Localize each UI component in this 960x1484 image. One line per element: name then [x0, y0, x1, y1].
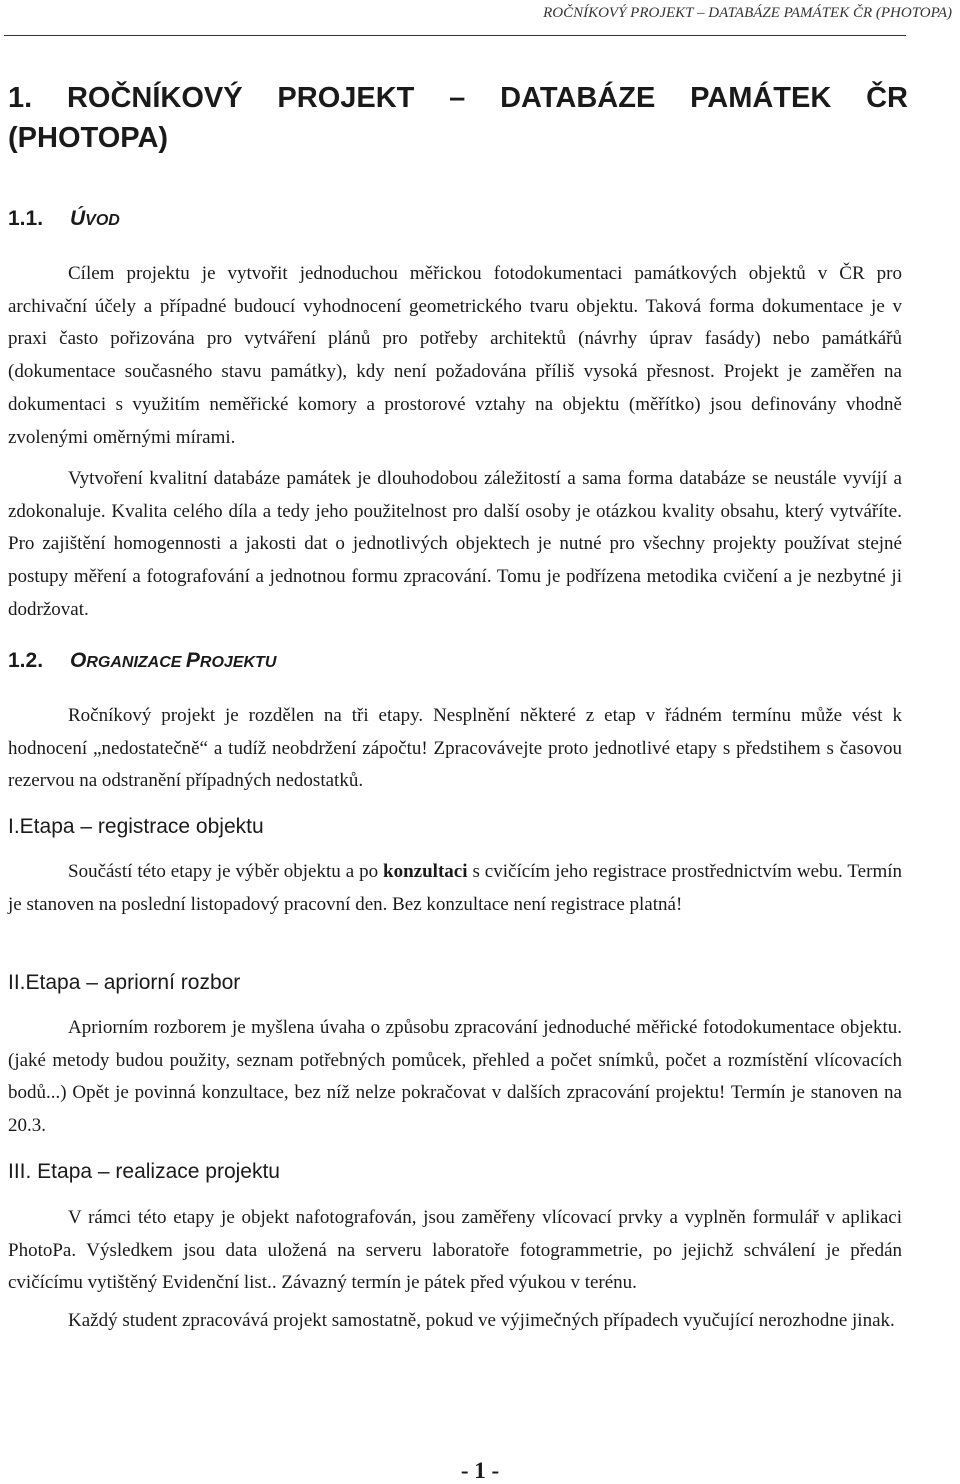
section-number: 1.1.	[8, 207, 44, 230]
bold-term: konzultaci	[383, 861, 468, 882]
chapter-title: 1. ROČNÍKOVÝ PROJEKT – DATABÁZE PAMÁTEK ČR (PHOTOPA)	[8, 82, 908, 154]
stage-3-heading: III. Etapa – realizace projektu	[8, 1160, 280, 1183]
paragraph-stage-3-note: Každý student zpracovává projekt samostatně, pokud ve výjimečných případech vyučující nerozhodne jinak.	[68, 1310, 895, 1331]
header-divider	[4, 35, 906, 36]
paragraph-uvod-1: Cílem projektu je vytvořit jednoduchou měřickou fotodokumentaci památkových objektů v ČR pro archivační účely a případné budoucí vyhodnocení geometrického tvaru objektu. Taková forma dokumentace je v praxi často pořizována pro vytváření plánů pro potřeby architektů (návrhy úprav fasády) nebo památkářů (dokumentace současného stavu památky), kdy není požadována příliš vysoká přesnost. Projekt je zaměřen na dokumentaci s využitím neměřické komory a prostorové vztahy na objektu (měřítko) jsou definovány vhodně zvolenými oměrnými mírami.	[8, 263, 902, 448]
paragraph-stage-1: Součástí této etapy je výběr objektu a po konzultaci s cvičícím jeho registrace prostřednictvím webu. Termín je stanoven na poslední listopadový pracovní den. Bez konzultace není registrace platná!	[8, 861, 902, 915]
paragraph-stage-3: V rámci této etapy je objekt nafotografován, jsou zaměřeny vlícovací prvky a vyplněn formulář v aplikaci PhotoPa. Výsledkem jsou data uložená na serveru laboratoře fotogrammetrie, po jejichž schválení je předán cvičícímu vytištěný Evidenční list.. Závazný termín je pátek před výukou v terénu.	[8, 1207, 902, 1294]
paragraph-uvod-2: Vytvoření kvalitní databáze památek je dlouhodobou záležitostí a sama forma databáze se neustále vyvíjí a zdokonaluje. Kvalita celého díla a tedy jeho použitelnost pro další osoby je otázkou kvality obsahu, který vytváříte. Pro zajištění homogennosti a jakosti dat o jednotlivých objektech je nutné pro všechny projekty používat stejné postupy měření a fotografování a jednotnou formu zpracování. Tomu je podřízena metodika cvičení a je nezbytné ji dodržovat.	[8, 468, 902, 620]
paragraph-stage-2: Apriorním rozborem je myšlena úvaha o způsobu zpracování jednoduché měřické fotodokumentace objektu. (jaké metody budou použity, seznam potřebných pomůcek, přehled a počet snímků, počet a rozmístění vlícovacích bodů...) Opět je povinná konzultace, bez níž nelze pokračovat v dalších zpracování projektu! Termín je stanoven na 20.3.	[8, 1017, 902, 1137]
page-number: - 1 -	[460, 1458, 500, 1483]
stage-2-heading: II.Etapa – apriorní rozbor	[8, 971, 241, 994]
section-heading-uvod: 1.1. ÚVOD	[8, 207, 120, 230]
running-header: ROČNÍKOVÝ PROJEKT – DATABÁZE PAMÁTEK ČR (PHOTOPA)	[543, 5, 952, 21]
section-number: 1.2.	[8, 649, 44, 672]
stage-1-heading: I.Etapa – registrace objektu	[8, 815, 264, 838]
paragraph-organizace: Ročníkový projekt je rozdělen na tři etapy. Nesplnění některé z etap v řádném termínu může vést k hodnocení „nedostatečně“ a tudíž neobdržení zápočtu! Zpracovávejte proto jednotlivé etapy s předstihem s časovou rezervou na odstranění případných nedostatků.	[8, 705, 902, 792]
section-heading-organizace: 1.2. ORGANIZACE PROJEKTU	[8, 649, 277, 672]
